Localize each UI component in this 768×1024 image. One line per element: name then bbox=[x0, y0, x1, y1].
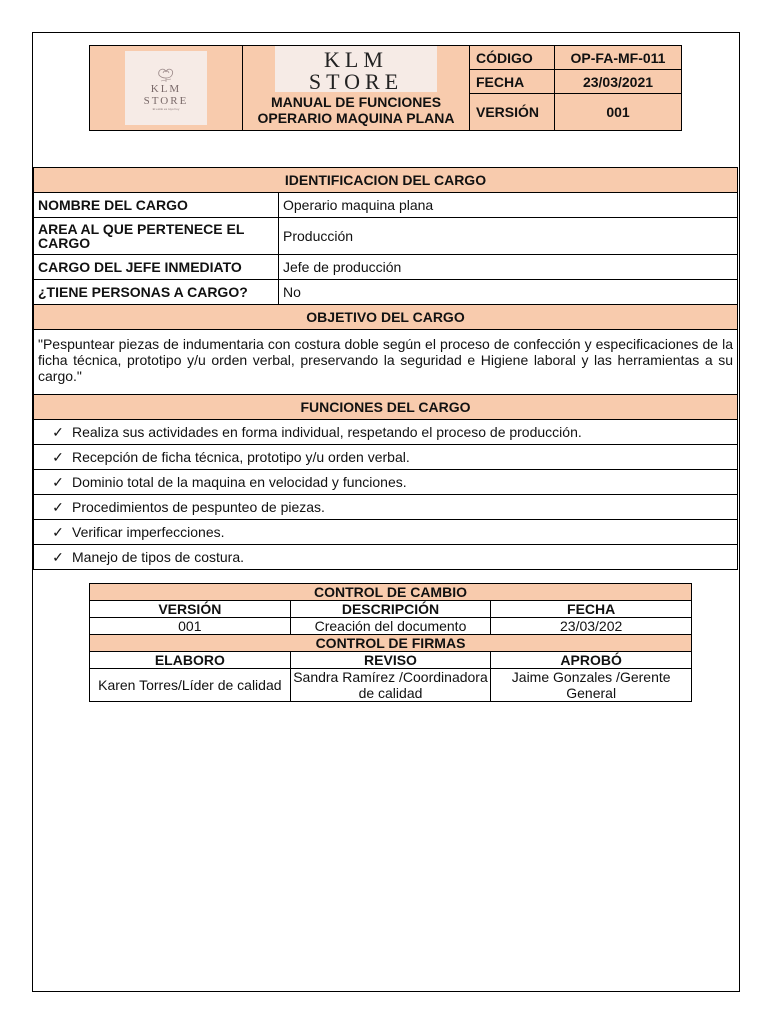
function-text: Realiza sus actividades en forma individual, respetando el proceso de producción. bbox=[72, 423, 582, 440]
row-value: No bbox=[279, 280, 738, 305]
cell-descripcion: Creación del documento bbox=[290, 618, 491, 635]
checkmark-icon: ✓ bbox=[52, 498, 64, 515]
company-logo bbox=[125, 51, 207, 125]
checkmark-icon: ✓ bbox=[52, 523, 64, 540]
rose-icon bbox=[151, 65, 181, 83]
title-cell bbox=[243, 46, 470, 131]
brand-line2: STORE bbox=[308, 69, 404, 94]
field-label-fecha: FECHA bbox=[470, 70, 555, 94]
manual-title: MANUAL DE FUNCIONES OPERARIO MAQUINA PLANA bbox=[257, 94, 455, 126]
column-header-reviso: REVISO bbox=[290, 652, 491, 669]
row-label: NOMBRE DEL CARGO bbox=[34, 193, 279, 218]
table-row bbox=[34, 218, 738, 255]
function-text: Recepción de ficha técnica, prototipo y/u orden verbal. bbox=[72, 448, 410, 465]
checkmark-icon: ✓ bbox=[52, 448, 64, 465]
document-header bbox=[89, 45, 682, 131]
field-value-fecha: 23/03/2021 bbox=[555, 70, 682, 94]
section-funciones: FUNCIONES DEL CARGO bbox=[34, 395, 738, 420]
list-item bbox=[34, 445, 738, 470]
function-text: Verificar imperfecciones. bbox=[72, 523, 225, 540]
brand-line1: KLM bbox=[324, 47, 388, 72]
column-header-elaboro: ELABORO bbox=[90, 652, 291, 669]
brand-wordmark bbox=[275, 46, 437, 92]
logo-tagline: El estilo es tuyo hoy bbox=[152, 106, 180, 111]
row-label: ¿TIENE PERSONAS A CARGO? bbox=[34, 280, 279, 305]
document-page bbox=[32, 32, 740, 992]
row-value: Producción bbox=[279, 218, 738, 255]
row-value: Operario maquina plana bbox=[279, 193, 738, 218]
function-text: Manejo de tipos de costura. bbox=[72, 548, 244, 565]
column-header-descripcion: DESCRIPCIÓN bbox=[290, 601, 491, 618]
cell-aprobo: Jaime Gonzales /Gerente General bbox=[491, 669, 692, 702]
list-item bbox=[34, 520, 738, 545]
field-label-version: VERSIÓN bbox=[470, 94, 555, 131]
section-objetivo: OBJETIVO DEL CARGO bbox=[34, 305, 738, 330]
column-header-aprobo: APROBÓ bbox=[491, 652, 692, 669]
checkmark-icon: ✓ bbox=[52, 423, 64, 440]
table-row bbox=[34, 255, 738, 280]
control-table bbox=[89, 583, 692, 702]
column-header-fecha: FECHA bbox=[491, 601, 692, 618]
column-header-version: VERSIÓN bbox=[90, 601, 291, 618]
function-text: Dominio total de la maquina en velocidad y funciones. bbox=[72, 473, 407, 490]
field-value-codigo: OP-FA-MF-011 bbox=[555, 46, 682, 70]
logo-text-line1: KLM bbox=[150, 82, 182, 95]
row-label: AREA AL QUE PERTENECE EL CARGO bbox=[34, 218, 279, 255]
list-item bbox=[34, 495, 738, 520]
table-row bbox=[34, 280, 738, 305]
job-description-table bbox=[33, 167, 738, 570]
checkmark-icon: ✓ bbox=[52, 548, 64, 565]
field-value-version: 001 bbox=[555, 94, 682, 131]
row-value: Jefe de producción bbox=[279, 255, 738, 280]
list-item bbox=[34, 545, 738, 570]
logo-text-line2: STORE bbox=[143, 94, 189, 107]
checkmark-icon: ✓ bbox=[52, 473, 64, 490]
section-control-cambio: CONTROL DE CAMBIO bbox=[90, 584, 692, 601]
cell-reviso: Sandra Ramírez /Coordinadora de calidad bbox=[290, 669, 491, 702]
field-label-codigo: CÓDIGO bbox=[470, 46, 555, 70]
cell-elaboro: Karen Torres/Líder de calidad bbox=[90, 669, 291, 702]
row-label: CARGO DEL JEFE INMEDIATO bbox=[34, 255, 279, 280]
cell-version: 001 bbox=[90, 618, 291, 635]
section-identificacion: IDENTIFICACION DEL CARGO bbox=[34, 168, 738, 193]
table-row bbox=[90, 669, 692, 702]
list-item bbox=[34, 470, 738, 495]
table-row bbox=[34, 193, 738, 218]
list-item bbox=[34, 420, 738, 445]
cell-fecha: 23/03/202 bbox=[491, 618, 692, 635]
section-control-firmas: CONTROL DE FIRMAS bbox=[90, 635, 692, 652]
logo-cell bbox=[90, 46, 243, 131]
table-row bbox=[90, 618, 692, 635]
function-text: Procedimientos de pespunteo de piezas. bbox=[72, 498, 325, 515]
objective-text: "Pespuntear piezas de indumentaria con costura doble según el proceso de confección y especificaciones de la ficha técnica, prototipo y/u orden verbal, preservando la seguridad e Higiene laboral y las herramientas a su cargo." bbox=[34, 330, 738, 395]
